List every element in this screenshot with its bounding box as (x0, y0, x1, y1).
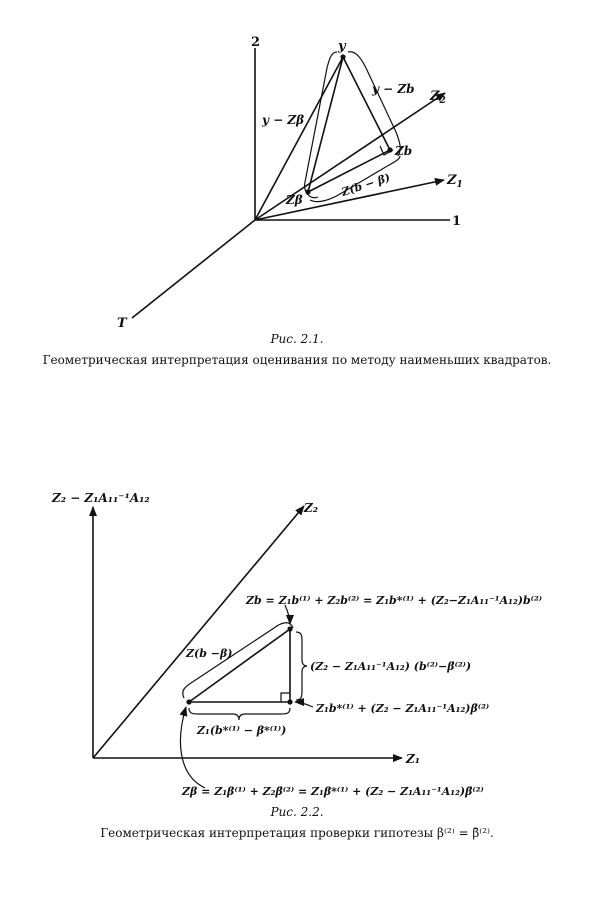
zbeta-equation: Zβ = Z₁β⁽¹⁾ + Z₂β̄⁽²⁾ = Z₁β*⁽¹⁾ + (Z₂ − Z₁A₁₁⁻¹A₁₂)β̄⁽²⁾ (182, 785, 484, 798)
label-y-minus-zbeta: y − Zβ (262, 113, 305, 127)
figure-2-2 (51, 491, 542, 840)
label-y-minus-zb: y − Zb (372, 82, 415, 96)
axis-z2-label: Z₂ (304, 501, 319, 515)
zb-equation: Zb = Z₁b⁽¹⁾ + Z₂b⁽²⁾ = Z₁b*⁽¹⁾ + (Z₂−Z₁A₁₁⁻¹A₁₂)b⁽²⁾ (246, 594, 543, 607)
axis-z2 (93, 506, 304, 758)
arrow-zbeta-equation (180, 707, 205, 788)
brace-vertical-leg (296, 632, 307, 700)
label-zb: Zb (395, 144, 413, 158)
figure-2-2-caption: Рис. 2.2. (270, 805, 324, 819)
point-y (340, 54, 345, 59)
arrow-zb-equation (285, 605, 290, 624)
axis-t (132, 220, 255, 318)
label-z2: $Z_2$ (430, 89, 446, 106)
label-z-b-minus-beta: Z(b − β) (339, 170, 392, 199)
label-horizontal-leg: Z₁(b*⁽¹⁾ − β*⁽¹⁾) (197, 724, 287, 737)
brace-horizontal-leg (189, 708, 290, 720)
figure-2-2-description: Геометрическая интерпретация проверки гипотезы β⁽²⁾ = β̄⁽²⁾. (100, 826, 494, 840)
label-corner: Z₁b*⁽¹⁾ + (Z₂ − Z₁A₁₁⁻¹A₁₂)β̄⁽²⁾ (316, 702, 490, 715)
point-zbeta-2 (186, 699, 191, 704)
axis-vertical-label: Z₂ − Z₁A₁₁⁻¹A₁₂ (52, 491, 150, 505)
label-zbeta: Zβ (286, 193, 303, 207)
arrow-corner-label (295, 702, 313, 707)
label-y: y (338, 39, 346, 54)
axis-2-label: 2 (251, 35, 261, 50)
point-zb-2 (287, 626, 292, 631)
axis-t-label: T (117, 316, 127, 331)
axis-z1-label: Z₁ (406, 752, 421, 766)
figure-2-1-caption: Рис. 2.1. (270, 332, 324, 346)
label-z-b-minus-beta-2: Z(b −β) (186, 647, 233, 660)
point-corner (287, 699, 292, 704)
figure-2-1-description: Геометрическая интерпретация оценивания по методу наименьших квадратов. (42, 353, 552, 367)
brace-z-b-minus-beta-2 (183, 623, 293, 698)
label-z1: $Z_1$ (447, 173, 463, 190)
figure-2-1 (43, 35, 552, 367)
axis-1-label: 1 (452, 214, 462, 229)
segment-z-b-minus-beta (189, 629, 290, 702)
point-zb (387, 147, 392, 152)
label-vertical-leg: (Z₂ − Z₁A₁₁⁻¹A₁₂) (b⁽²⁾−β̄⁽²⁾) (310, 660, 472, 673)
